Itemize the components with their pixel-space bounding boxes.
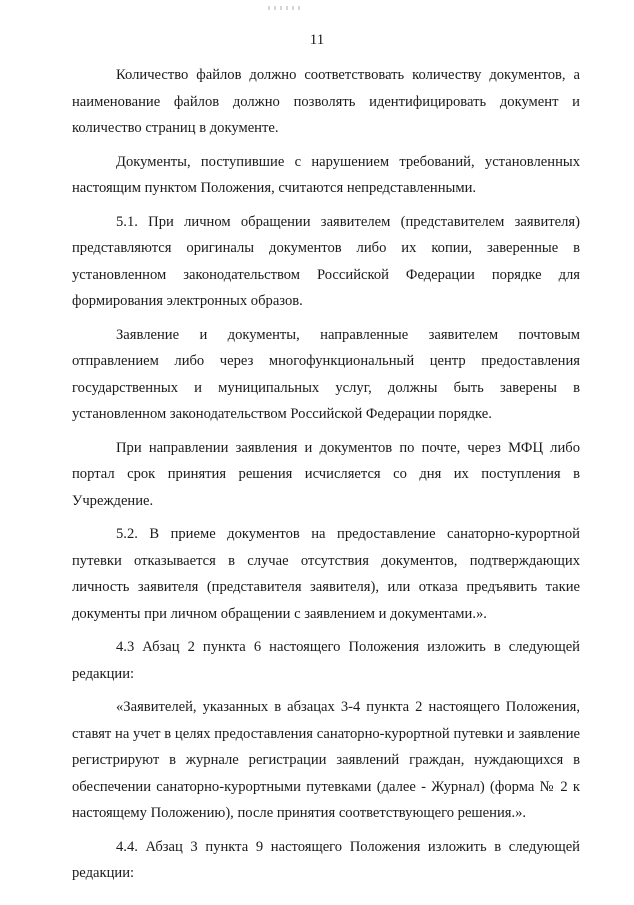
document-body xyxy=(72,62,580,891)
paragraph-quoted-amendment: «Заявителей, указанных в абзацах 3-4 пункта 2 настоящего Положения, ставят на учет в целях предоставления санаторно-курортной путевки и заявление регистрируют в журнале регистрации заявлений граждан, нуждающихся в обеспечении санаторно-курортными путевками (далее - Журнал) (форма № 2 к настоящему Положению), после принятия соответствующего решения.». xyxy=(72,699,580,821)
paragraph-unsubmitted-documents: Документы, поступившие с нарушением требований, установленных настоящим пунктом Положения, считаются непредставленными. xyxy=(72,153,580,196)
page-number: 11 xyxy=(309,32,325,48)
scan-artifact xyxy=(268,6,304,10)
paragraph-postal-submission: Заявление и документы, направленные заявителем почтовым отправлением либо через многофункциональный центр предоставления государственных и муниципальных услуг, должны быть заверены в установленном законодательством Российской Федерации порядке. xyxy=(72,326,580,422)
paragraph-4-4: 4.4. Абзац 3 пункта 9 настоящего Положения изложить в следующей редакции: xyxy=(72,838,580,881)
paragraph-file-count: Количество файлов должно соответствовать количеству документов, а наименование файлов должно позволять идентифицировать документ и количество страниц в документе. xyxy=(72,67,580,136)
paragraph-5-1: 5.1. При личном обращении заявителем (представителем заявителя) представляются оригиналы документов либо их копии, заверенные в установленном законодательством Российской Федерации порядке для формирования электронных образов. xyxy=(72,213,580,309)
paragraph-decision-term: При направлении заявления и документов по почте, через МФЦ либо портал срок принятия решения исчисляется со дня их поступления в Учреждение. xyxy=(72,439,580,509)
paragraph-5-2: 5.2. В приеме документов на предоставление санаторно-курортной путевки отказывается в случае отсутствия документов, подтверждающих личность заявителя (представителя заявителя), или отказа предъявить такие документы при личном обращении с заявлением и документами.». xyxy=(72,526,580,622)
paragraph-4-3: 4.3 Абзац 2 пункта 6 настоящего Положения изложить в следующей редакции: xyxy=(72,639,580,682)
